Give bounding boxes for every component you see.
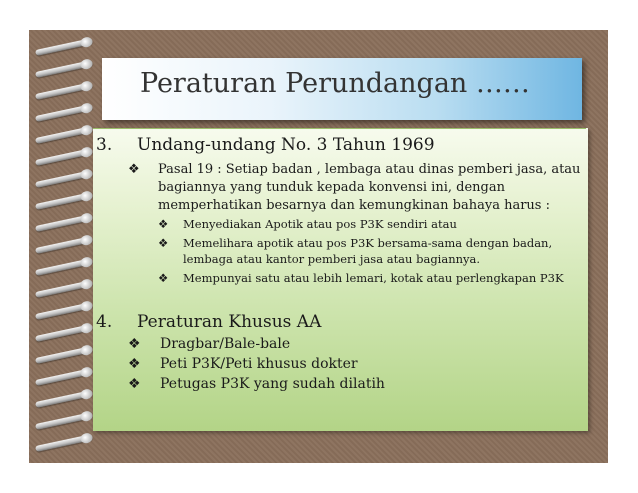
spiral-binding (29, 30, 95, 463)
section-3-heading: Undang-undang No. 3 Tahun 1969 (137, 135, 435, 155)
list-item: Petugas P3K yang sudah dilatih (160, 376, 385, 392)
sub-item-3-line-1: Mempunyai satu atau lebih lemari, kotak atau perlengkapan P3K (183, 271, 564, 285)
list-item: Dragbar/Bale-bale (160, 336, 291, 352)
ring-icon (35, 60, 93, 78)
ring-icon (35, 82, 93, 100)
sub-item-1-line-1: Menyediakan Apotik atau pos P3K sendiri atau (183, 217, 457, 231)
ring-icon (35, 104, 93, 122)
ring-icon (35, 258, 93, 276)
ring-icon (35, 170, 93, 188)
pasal-line-2: bagiannya yang tunduk kepada konvensi ini, dengan (158, 180, 505, 195)
section-4-heading: Peraturan Khusus AA (137, 312, 322, 332)
ring-icon (35, 324, 93, 342)
ring-icon (35, 126, 93, 144)
ring-icon (35, 38, 93, 56)
ring-icon (35, 236, 93, 254)
divider (93, 128, 586, 129)
ring-icon (35, 192, 93, 210)
section-4-number: 4. (96, 312, 113, 332)
ring-icon (35, 390, 93, 408)
diamond-bullet-icon: ❖ (158, 217, 169, 231)
sub-item-2-line-2: lembaga atau kantor pemberi jasa atau bagiannya. (183, 252, 481, 266)
ring-icon (35, 434, 93, 452)
ring-icon (35, 368, 93, 386)
ring-icon (35, 346, 93, 364)
diamond-bullet-icon: ❖ (128, 376, 141, 392)
pasal-line-1: Pasal 19 : Setiap badan , lembaga atau dinas pemberi jasa, atau (158, 162, 581, 177)
sub-item-2-line-1: Memelihara apotik atau pos P3K bersama-sama dengan badan, (183, 236, 553, 250)
pasal-line-3: memperhatikan besarnya dan kemungkinan bahaya harus : (158, 198, 550, 213)
slide-title: Peraturan Perundangan …… (140, 68, 530, 99)
diamond-bullet-icon: ❖ (128, 162, 140, 177)
ring-icon (35, 302, 93, 320)
diamond-bullet-icon: ❖ (158, 271, 169, 285)
diamond-bullet-icon: ❖ (128, 356, 141, 372)
list-item: Peti P3K/Peti khusus dokter (160, 356, 358, 372)
diamond-bullet-icon: ❖ (128, 336, 141, 352)
ring-icon (35, 280, 93, 298)
section-3-number: 3. (96, 135, 113, 155)
diamond-bullet-icon: ❖ (158, 236, 169, 250)
ring-icon (35, 214, 93, 232)
ring-icon (35, 148, 93, 166)
ring-icon (35, 412, 93, 430)
